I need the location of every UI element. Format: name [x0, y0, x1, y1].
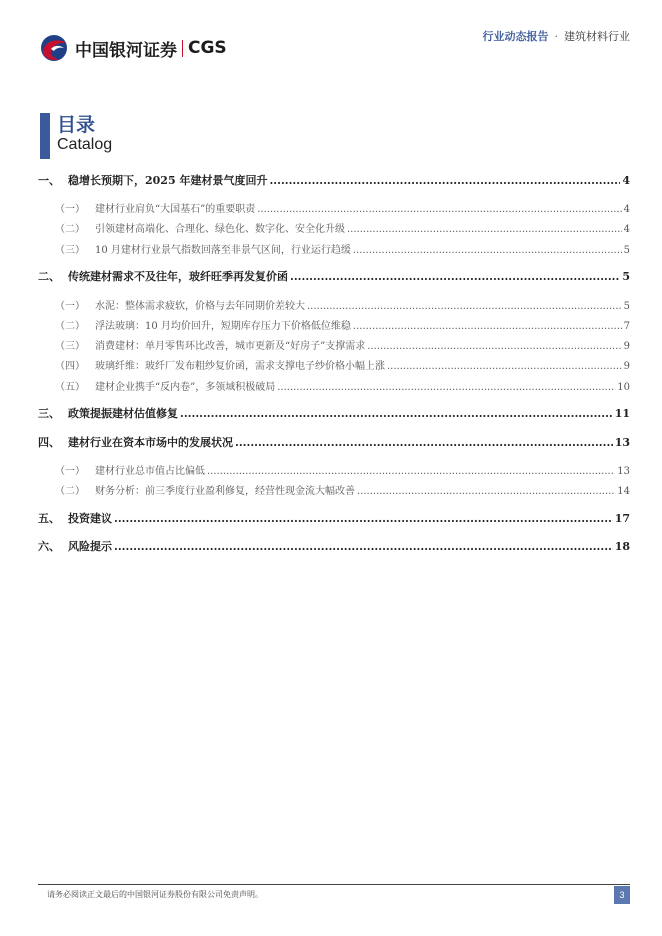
cgs-logo-icon	[40, 34, 70, 62]
toc-entry[interactable]	[38, 241, 630, 259]
toc-leader-dots	[357, 486, 615, 497]
toc-entry-number: （二）	[55, 321, 85, 332]
catalog-title-en: Catalog	[57, 136, 113, 153]
toc-entry-page: 5	[623, 245, 630, 256]
toc-leader-dots	[277, 382, 615, 393]
toc-entry[interactable]	[38, 297, 630, 315]
toc-leader-dots	[353, 321, 622, 332]
toc-entry-title: 水泥：整体需求疲软，价格与去年同期价差较大	[95, 301, 305, 312]
toc-entry-page: 14	[617, 486, 630, 497]
toc-entry[interactable]	[38, 200, 630, 218]
report-type: 行业动态报告	[482, 30, 549, 43]
toc-entry[interactable]	[38, 482, 630, 500]
toc-entry-page: 4	[622, 174, 630, 187]
toc-leader-dots	[114, 512, 613, 525]
logo-separator	[182, 40, 183, 57]
toc-leader-dots	[114, 540, 613, 553]
toc-entry-title: 浮法玻璃：10 月均价回升，短期库存压力下价格低位维稳	[95, 321, 351, 332]
toc-entry[interactable]	[38, 317, 630, 335]
toc-entry-title: 投资建议	[68, 512, 112, 525]
catalog-title-cn: 目录	[57, 114, 96, 136]
toc-entry-number: （五）	[55, 382, 85, 393]
toc-entry[interactable]	[38, 434, 630, 452]
toc-leader-dots	[367, 341, 621, 352]
report-industry: 建筑材料行业	[564, 30, 630, 43]
company-logo	[40, 34, 227, 62]
toc-entry[interactable]	[38, 172, 630, 190]
logo-cn-text: 中国银河证券	[75, 40, 177, 61]
toc-entry-number: （三）	[55, 341, 85, 352]
toc-entry-title: 建材行业肩负“大国基石”的重要职责	[95, 204, 256, 215]
toc-entry-title: 玻璃纤维：玻纤厂发布粗纱复价函，需求支撑电子纱价格小幅上涨	[95, 361, 385, 372]
toc-entry-title: 风险提示	[68, 540, 112, 553]
toc-entry-page: 9	[623, 341, 630, 352]
logo-en-text: CGS	[188, 38, 227, 58]
toc-entry[interactable]	[38, 462, 630, 480]
toc-entry-title: 财务分析：前三季度行业盈利修复，经营性现金流大幅改善	[95, 486, 355, 497]
footer-divider	[38, 884, 630, 885]
report-category	[483, 28, 631, 44]
toc-entry-page: 7	[623, 321, 630, 332]
toc-leader-dots	[207, 466, 615, 477]
toc-entry-page: 4	[623, 204, 630, 215]
report-tag-separator: ·	[554, 30, 558, 43]
toc-entry[interactable]	[38, 220, 630, 238]
page-header	[0, 0, 662, 70]
toc-entry-number: （二）	[55, 486, 85, 497]
toc-entry[interactable]	[38, 510, 630, 528]
toc-entry-title: 10 月建材行业景气指数回落至非景气区间，行业运行趋缓	[95, 245, 351, 256]
toc-entry-title: 建材行业总市值占比偏低	[95, 466, 205, 477]
toc-entry-number: 一、	[38, 174, 60, 187]
toc-entry[interactable]	[38, 337, 630, 355]
toc-entry-page: 17	[614, 512, 630, 525]
toc-entry[interactable]	[38, 538, 630, 556]
toc-entry-page: 9	[623, 361, 630, 372]
toc-entry-number: 二、	[38, 270, 60, 283]
toc-entry-number: （二）	[55, 224, 85, 235]
toc-entry-page: 11	[614, 407, 630, 420]
toc-entry-number: 三、	[38, 407, 60, 420]
toc-entry-number: 六、	[38, 540, 60, 553]
toc-leader-dots	[290, 270, 620, 283]
toc-entry-page: 13	[617, 466, 630, 477]
toc-entry-title: 传统建材需求不及往年，玻纤旺季再发复价函	[68, 270, 288, 283]
toc-entry-page: 13	[614, 436, 630, 449]
toc-entry-number: （一）	[55, 204, 85, 215]
toc-entry[interactable]	[38, 268, 630, 286]
toc-entry[interactable]	[38, 405, 630, 423]
page-number: 3	[614, 886, 630, 904]
toc-leader-dots	[257, 204, 621, 215]
toc-leader-dots	[387, 361, 622, 372]
toc-entry[interactable]	[38, 357, 630, 375]
toc-leader-dots	[307, 301, 622, 312]
footer-disclaimer: 请务必阅读正文最后的中国银河证券股份有限公司免责声明。	[47, 890, 263, 899]
toc-entry-page: 5	[623, 301, 630, 312]
toc-entry-title: 消费建材：单月零售环比改善，城市更新及“好房子”支撑需求	[95, 341, 366, 352]
toc-entry-title: 引领建材高端化、合理化、绿色化、数字化、安全化升级	[95, 224, 345, 235]
toc-entry-number: 五、	[38, 512, 60, 525]
toc-entry-number: （三）	[55, 245, 85, 256]
toc-leader-dots	[347, 224, 622, 235]
toc-entry-page: 10	[617, 382, 630, 393]
toc-entry-number: 四、	[38, 436, 60, 449]
toc-entry-number: （一）	[55, 301, 85, 312]
toc-leader-dots	[353, 245, 622, 256]
toc-entry-title: 稳增长预期下，2025 年建材景气度回升	[68, 174, 268, 187]
toc-entry-page: 18	[614, 540, 630, 553]
toc-leader-dots	[269, 174, 620, 187]
toc-entry-title: 建材企业携手“反内卷”，多领域积极破局	[95, 382, 276, 393]
toc-entry-page: 5	[622, 270, 630, 283]
toc-entry-title: 政策提振建材估值修复	[68, 407, 178, 420]
toc-leader-dots	[235, 436, 613, 449]
toc-entry-page: 4	[623, 224, 630, 235]
toc-entry-number: （一）	[55, 466, 85, 477]
toc-leader-dots	[180, 407, 613, 420]
toc-entry-title: 建材行业在资本市场中的发展状况	[68, 436, 233, 449]
catalog-accent-bar	[40, 113, 50, 159]
toc-entry[interactable]	[38, 378, 630, 396]
toc-entry-number: （四）	[55, 361, 85, 372]
